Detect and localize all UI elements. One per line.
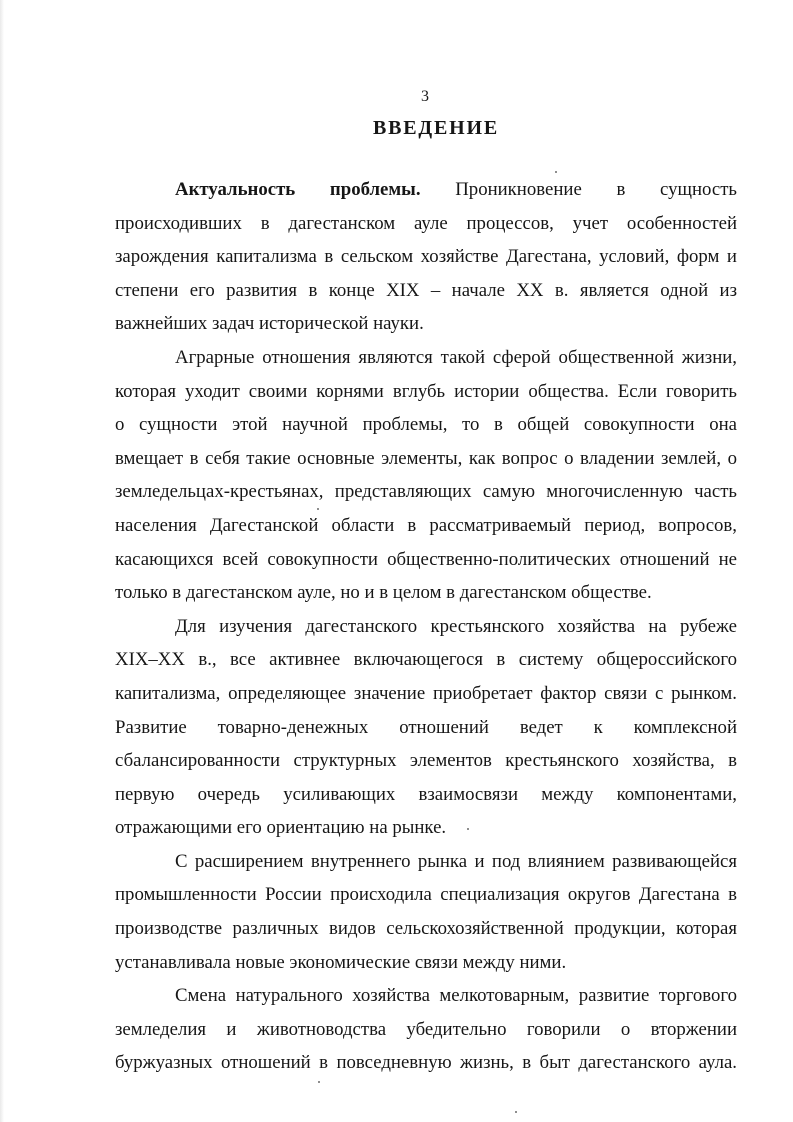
paragraph-agrarian-relations <box>115 341 737 610</box>
scan-speck <box>555 171 557 173</box>
text-line: степени его развития в конце XIX – начале XX в. является одной из <box>115 279 737 301</box>
text-line: населения Дагестанской области в рассматриваемый период, вопросов, <box>115 514 737 536</box>
text-line: промышленности России происходила специализация округов Дагестана в <box>115 884 737 906</box>
text-line: буржуазных отношений в повседневную жизнь, в быт дагестанского аула. <box>115 1052 737 1074</box>
scan-edge <box>0 0 4 1122</box>
text-line: земледельцах-крестьянах, представляющих самую многочисленную часть <box>115 481 737 503</box>
text-line: капитализма, определяющее значение приобретает фактор связи с рынком. <box>115 682 737 704</box>
scan-speck <box>467 828 469 830</box>
section-title: ВВЕДЕНИЕ <box>373 117 499 139</box>
text-fragment: Проникновение в сущность <box>455 179 737 200</box>
text-line: Смена натурального хозяйства мелкотоварным, развитие торгового <box>175 985 737 1007</box>
text-line: о сущности этой научной проблемы, то в общей совокупности она <box>115 414 737 436</box>
scan-speck <box>318 1081 320 1083</box>
scan-speck <box>515 1111 517 1113</box>
text-line: первую очередь усиливающих взаимосвязи между компонентами, <box>115 783 737 805</box>
text-line: земледелия и животноводства убедительно говорили о вторжении <box>115 1018 737 1040</box>
body-text <box>115 173 737 1080</box>
text-line: производстве различных видов сельскохозяйственной продукции, которая <box>115 918 737 940</box>
text-line: происходивших в дагестанском ауле процессов, учет особенностей <box>115 212 737 234</box>
text-line: Аграрные отношения являются такой сферой общественной жизни, <box>175 346 737 368</box>
text-line: отражающими его ориентацию на рынке. <box>115 817 447 839</box>
text-line <box>115 173 737 207</box>
text-line: зарождения капитализма в сельском хозяйстве Дагестана, условий, форм и <box>115 246 737 268</box>
paragraph-peasant-economy <box>115 610 737 845</box>
text-line: касающихся всей совокупности общественно-политических отношений не <box>115 548 737 570</box>
text-line: сбалансированности структурных элементов крестьянского хозяйства, в <box>115 750 737 772</box>
text-line: вмещает в себя такие основные элементы, как вопрос о владении землей, о <box>115 447 737 469</box>
text-line: С расширением внутреннего рынка и под влиянием развивающейся <box>175 850 737 872</box>
paragraph-relevance <box>115 173 737 341</box>
text-line: Для изучения дагестанского крестьянского хозяйства на рубеже <box>175 615 737 637</box>
paragraph-internal-market <box>115 845 737 979</box>
text-line: Развитие товарно-денежных отношений ведет к комплексной <box>115 716 737 738</box>
text-line: важнейших задач исторической науки. <box>115 313 424 335</box>
text-line: которая уходит своими корнями вглубь истории общества. Если говорить <box>115 380 737 402</box>
paragraph-lead: Актуальность проблемы. <box>175 179 421 200</box>
scan-speck <box>317 508 319 510</box>
page-number: 3 <box>421 88 429 105</box>
text-line: XIX–XX в., все активнее включающегося в систему общероссийского <box>115 649 737 671</box>
paragraph-commodity-economy <box>115 979 737 1080</box>
text-line: устанавливала новые экономические связи между ними. <box>115 951 567 973</box>
text-line: только в дагестанском ауле, но и в целом в дагестанском обществе. <box>115 582 652 604</box>
